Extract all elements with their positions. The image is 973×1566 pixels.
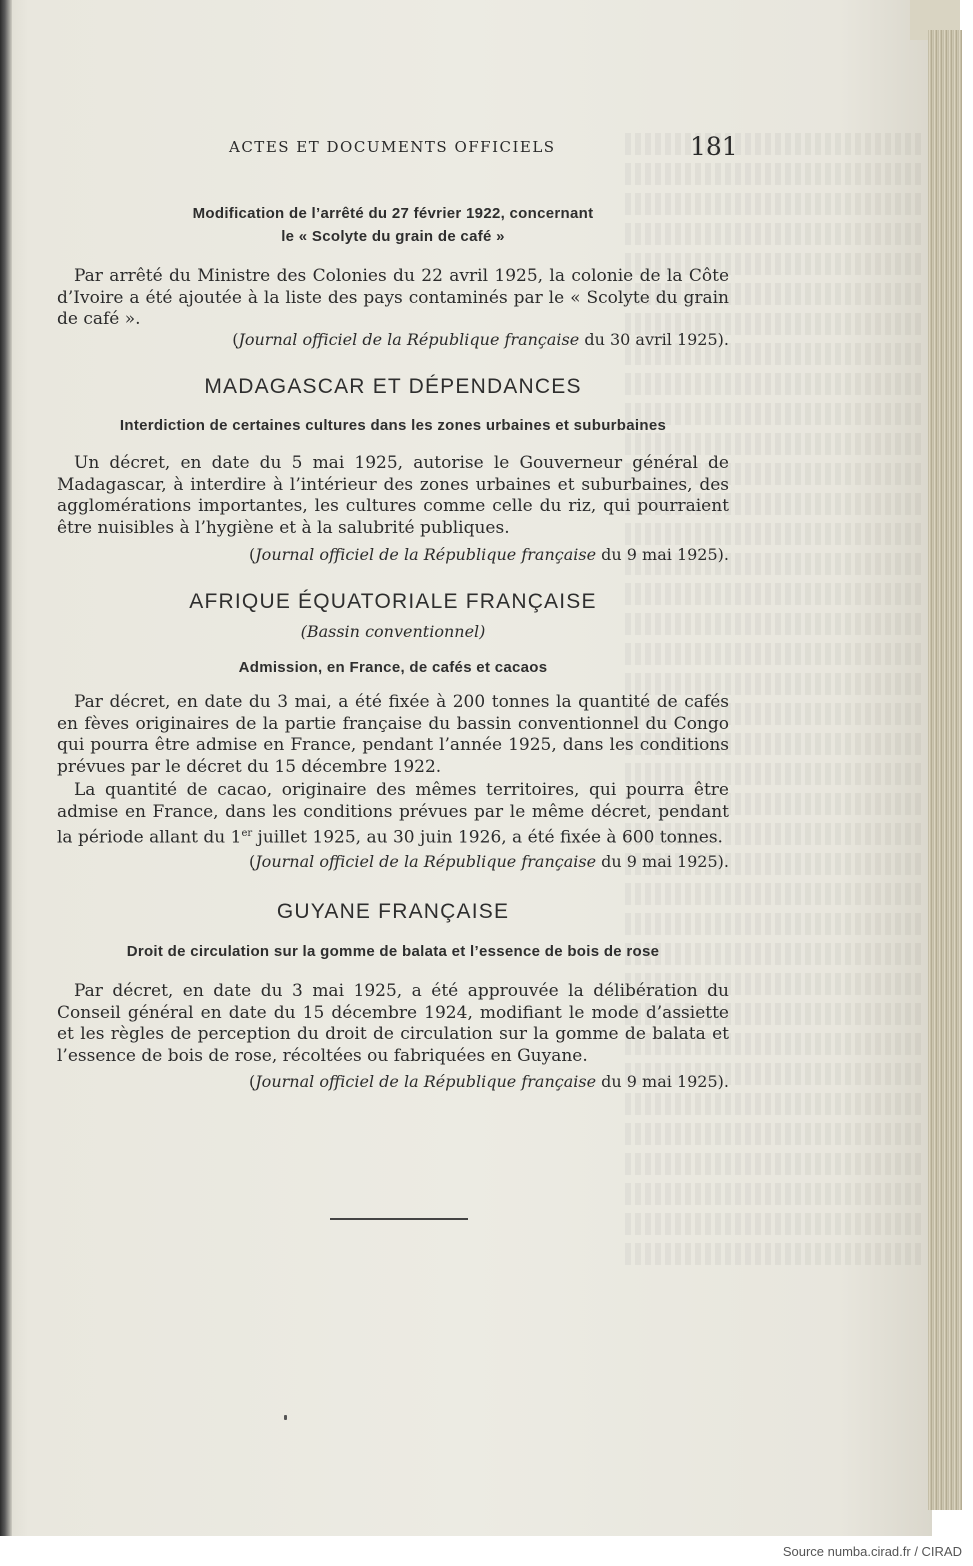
- page-edges: [928, 30, 962, 1510]
- section1-paragraph: Par arrêté du Ministre des Colonies du 22 avril 1925, la colonie de la Côte d’Ivoire a été ajoutée à la liste des pays contaminés par le « Scolyte du grain de café ».: [57, 266, 729, 329]
- section4-paragraph: Par décret, en date du 3 mai 1925, a été approuvée la délibération du Conseil général en date du 15 décembre 1924, modifiant le mode d’assiette et les règles de perception du droit de circulation sur la gomme de balata et l’essence de bois de rose, récoltées ou fabriquées en Guyane.: [57, 981, 729, 1066]
- section2-source: (Journal officiel de la République française du 9 mai 1925).: [249, 545, 729, 564]
- section4-source: (Journal officiel de la République française du 9 mai 1925).: [249, 1072, 729, 1091]
- section1-source: (Journal officiel de la République française du 30 avril 1925).: [232, 330, 729, 349]
- end-rule: [330, 1218, 468, 1220]
- source-credit: Source numba.cirad.fr / CIRAD: [782, 1544, 962, 1559]
- section1-subtitle-line2: le « Scolyte du grain de café »: [281, 228, 505, 245]
- section1-subtitle-line1: Modification de l’arrêté du 27 février 1922, concernant: [192, 205, 594, 222]
- section3-subheading: (Bassin conventionnel): [300, 622, 486, 641]
- section2-paragraph: Un décret, en date du 5 mai 1925, autorise le Gouverneur général de Madagascar, à interdire à l’intérieur des zones urbaines et suburbaines, des agglomérations importantes, les cultures comme celle du riz, qui pourraient être nuisibles à l’hygiène et à la salubrité publiques.: [57, 453, 729, 538]
- journal-title: Journal officiel de la République française: [255, 852, 597, 871]
- section3-source: (Journal officiel de la République française du 9 mai 1925).: [249, 852, 729, 871]
- section4-heading: GUYANE FRANÇAISE: [276, 900, 510, 923]
- book-spine: [0, 0, 12, 1536]
- section3-paragraph2: La quantité de cacao, originaire des mêmes territoires, qui pourra être admise en France, dans les conditions prévues par le même décret, pendant la période allant du 1er juillet 1925, au 30 juin 1926, a été fixée à 600 tonnes.: [57, 780, 729, 848]
- running-title: ACTES ET DOCUMENTS OFFICIELS: [229, 138, 556, 156]
- section2-heading: MADAGASCAR ET DÉPENDANCES: [204, 375, 582, 398]
- section4-subtitle: Droit de circulation sur la gomme de balata et l’essence de bois de rose: [126, 943, 660, 960]
- ink-speck: [284, 1415, 287, 1420]
- section2-subtitle: Interdiction de certaines cultures dans les zones urbaines et suburbaines: [119, 417, 667, 434]
- page-number: 181: [690, 132, 738, 161]
- journal-title: Journal officiel de la République française: [255, 1072, 597, 1091]
- section3-subtitle: Admission, en France, de cafés et cacaos: [238, 659, 548, 676]
- journal-title: Journal officiel de la République française: [238, 330, 580, 349]
- section3-heading: AFRIQUE ÉQUATORIALE FRANÇAISE: [189, 590, 597, 613]
- section3-paragraph1: Par décret, en date du 3 mai, a été fixée à 200 tonnes la quantité de cafés en fèves originaires de la partie française du bassin conventionnel du Congo qui pourra être admise en France, pendant l’année 1925, dans les conditions prévues par le décret du 15 décembre 1922.: [57, 692, 729, 777]
- journal-title: Journal officiel de la République française: [255, 545, 597, 564]
